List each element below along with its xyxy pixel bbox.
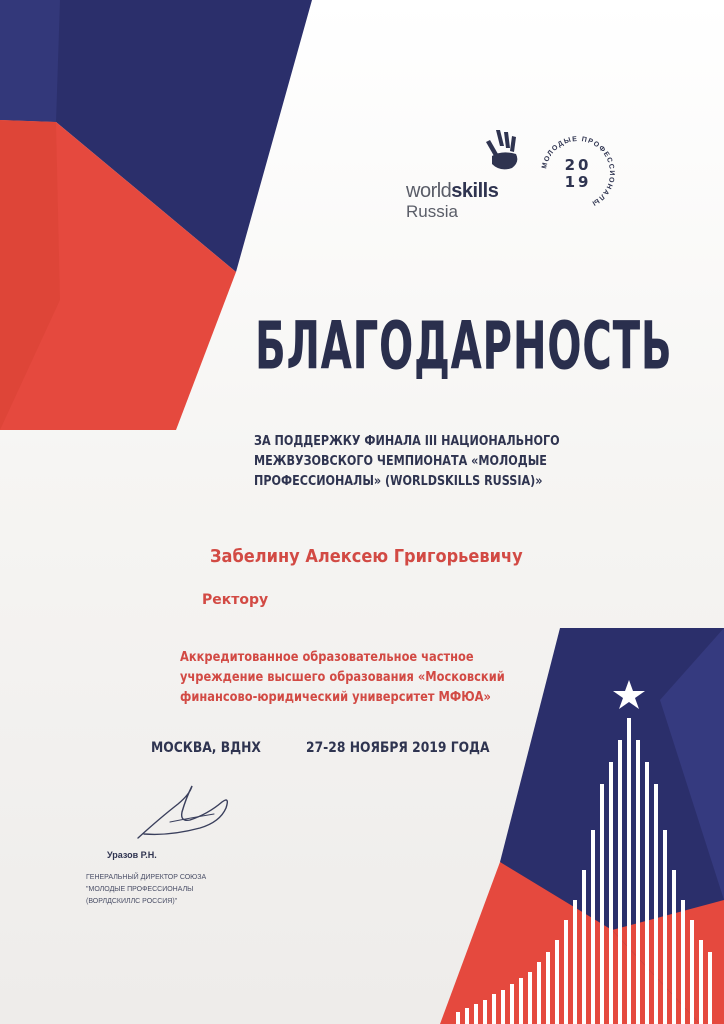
event-place: МОСКВА, ВДНХ [151, 740, 261, 756]
organization-text [180, 648, 520, 708]
seal-year-bottom: 19 [564, 173, 592, 191]
signer-title-line: ГЕНЕРАЛЬНЫЙ ДИРЕКТОР СОЮЗА [86, 874, 207, 881]
handwritten-signature [130, 778, 240, 844]
certificate-title: БЛАГОДАРНОСТЬ [255, 308, 673, 385]
event-date: 27-28 НОЯБРЯ 2019 ГОДА [306, 740, 490, 756]
recipient-position: Ректору [202, 592, 269, 608]
organization-line: Аккредитованное образовательное частное [180, 650, 474, 665]
top-left-navy-strip [0, 0, 60, 122]
organization-line: учреждение высшего образования «Московский [180, 670, 505, 685]
reason-line: ЗА ПОДДЕРЖКУ ФИНАЛА III НАЦИОНАЛЬНОГО [254, 434, 560, 449]
signer-name: Уразов Р.Н. [107, 850, 157, 860]
worldskills-wordmark [406, 180, 498, 203]
brand-country-text: Russia [406, 202, 458, 221]
brand-bold-text: skills [451, 180, 499, 202]
reason-line: ПРОФЕССИОНАЛЫ» (WORLDSKILLS RUSSIA)» [254, 474, 543, 489]
signer-title-line: "МОЛОДЫЕ ПРОФЕССИОНАЛЫ [86, 886, 194, 893]
recipient-name: Забелину Алексею Григорьевичу [210, 546, 523, 567]
organization-line: финансово-юридический университет МФЮА» [180, 690, 491, 705]
signer-title-line: (ВОРЛДСКИЛЛС РОССИЯ)" [86, 898, 178, 905]
seal-ring-text: МОЛОДЫЕ ПРОФЕССИОНАЛЫ [541, 135, 616, 207]
signer-title [86, 872, 256, 908]
worldskills-logo [406, 128, 526, 224]
reason-line: МЕЖВУЗОВСКОГО ЧЕМПИОНАТА «МОЛОДЫЕ [254, 454, 547, 469]
brand-light-text: world [406, 180, 452, 202]
reason-text [254, 432, 584, 492]
young-professionals-seal [535, 130, 621, 216]
worldskills-hand-icon [482, 128, 522, 176]
seal-year-top: 20 [564, 156, 592, 174]
